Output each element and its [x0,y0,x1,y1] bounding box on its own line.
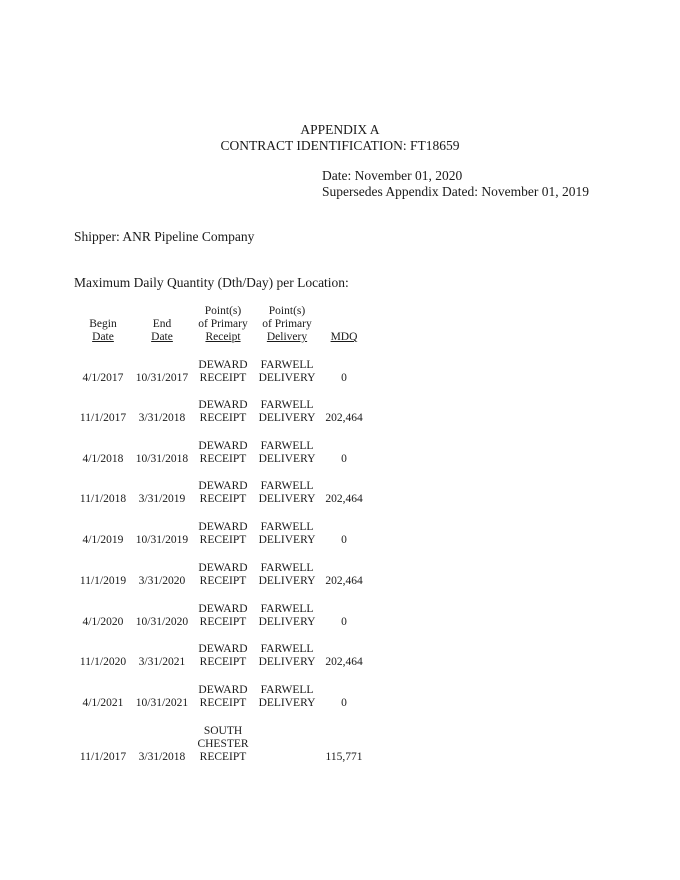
header-line: Receipt [205,331,241,343]
header-line: End [152,318,172,330]
supersedes-date: Supersedes Appendix Dated: November 01, 2019 [322,184,589,199]
header-line: of Primary [262,318,312,330]
table-row [0,480,680,520]
mdq-value: 0 [341,534,347,546]
mdq-value: 0 [341,697,347,709]
begin-date: 4/1/2021 [82,697,124,709]
mdq-value: 0 [341,372,347,384]
column-header-begin-date [72,318,134,344]
delivery-point: FARWELL DELIVERY [258,562,316,587]
receipt-point: DEWARD RECEIPT [198,399,248,424]
receipt-point: SOUTH CHESTER RECEIPT [197,725,249,763]
end-date: 3/31/2020 [138,575,186,587]
delivery-point: FARWELL DELIVERY [258,684,316,709]
delivery-point: FARWELL DELIVERY [258,603,316,628]
table-row [0,725,680,779]
receipt-point: DEWARD RECEIPT [198,643,248,668]
delivery-point: FARWELL DELIVERY [258,399,316,424]
header-line: Point(s) [268,305,306,317]
end-date: 10/31/2018 [135,453,189,465]
column-header-receipt [192,305,254,344]
begin-date: 4/1/2020 [82,616,124,628]
receipt-point: DEWARD RECEIPT [198,562,248,587]
receipt-point: DEWARD RECEIPT [198,684,248,709]
begin-date: 4/1/2019 [82,534,124,546]
header-line: Point(s) [204,305,242,317]
mdq-value: 202,464 [325,493,363,505]
table-row [0,603,680,643]
end-date: 10/31/2021 [135,697,189,709]
mdq-value: 0 [341,616,347,628]
receipt-point: DEWARD RECEIPT [198,480,248,505]
begin-date: 11/1/2017 [79,751,127,763]
column-header-delivery [256,305,318,344]
shipper-line: Shipper: ANR Pipeline Company [74,229,255,244]
receipt-point: DEWARD RECEIPT [198,603,248,628]
end-date: 3/31/2018 [138,412,186,424]
column-header-mdq [318,331,370,344]
header-line: of Primary [198,318,248,330]
table-row [0,643,680,683]
mdq-value: 202,464 [325,412,363,424]
mdq-value: 0 [341,453,347,465]
delivery-point: FARWELL DELIVERY [258,440,316,465]
delivery-point: FARWELL DELIVERY [258,480,316,505]
end-date: 10/31/2020 [135,616,189,628]
header-line: Date [151,331,173,343]
table-row [0,521,680,561]
header-line: Date [92,331,114,343]
document-date: Date: November 01, 2020 [322,168,463,183]
mdq-value: 202,464 [325,575,363,587]
delivery-point: FARWELL DELIVERY [258,359,316,384]
mdq-value: 202,464 [325,656,363,668]
end-date: 10/31/2019 [135,534,189,546]
table-row [0,562,680,602]
table-row [0,359,680,399]
begin-date: 11/1/2018 [79,493,127,505]
begin-date: 11/1/2019 [79,575,127,587]
appendix-title: APPENDIX A [300,122,380,137]
begin-date: 4/1/2017 [82,372,124,384]
header-line: Begin [89,318,117,330]
end-date: 3/31/2021 [138,656,186,668]
contract-identification: CONTRACT IDENTIFICATION: FT18659 [220,138,460,153]
header-line: MDQ [330,331,358,343]
end-date: 3/31/2018 [138,751,186,763]
header-line: Delivery [266,331,308,343]
begin-date: 11/1/2020 [79,656,127,668]
mdq-heading: Maximum Daily Quantity (Dth/Day) per Location: [74,275,349,290]
receipt-point: DEWARD RECEIPT [198,521,248,546]
table-row [0,684,680,724]
receipt-point: DEWARD RECEIPT [198,440,248,465]
begin-date: 11/1/2017 [79,412,127,424]
end-date: 10/31/2017 [135,372,189,384]
mdq-value: 115,771 [325,751,363,763]
column-header-end-date [132,318,192,344]
table-row [0,440,680,480]
end-date: 3/31/2019 [138,493,186,505]
table-row [0,399,680,439]
delivery-point: FARWELL DELIVERY [258,643,316,668]
receipt-point: DEWARD RECEIPT [198,359,248,384]
delivery-point: FARWELL DELIVERY [258,521,316,546]
begin-date: 4/1/2018 [82,453,124,465]
